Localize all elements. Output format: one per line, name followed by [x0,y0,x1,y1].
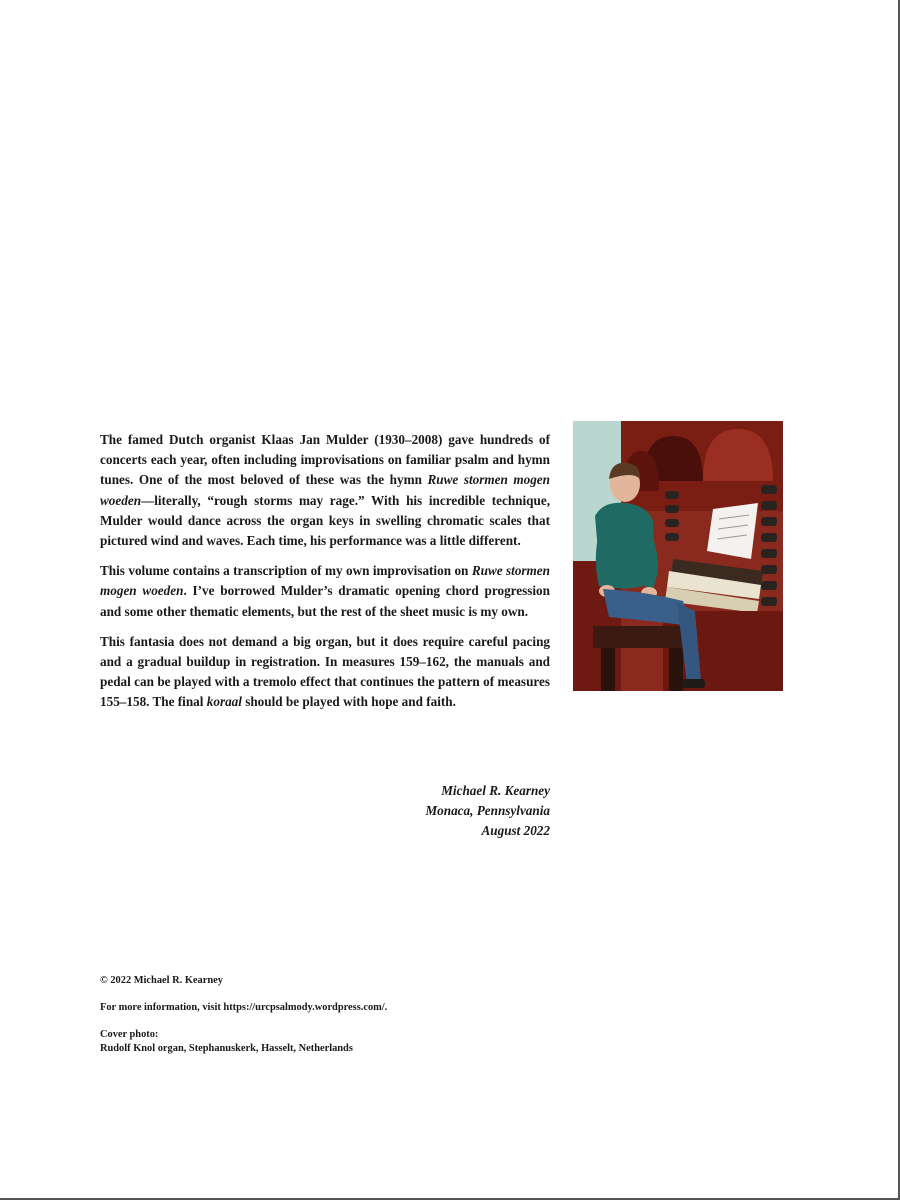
paragraph-3 [100,632,550,713]
text-run: This volume contains a transcription of my own improvisation on [100,563,472,579]
author-name: Michael R. Kearney [441,783,550,798]
signature-block [300,781,550,842]
text-run: . I’ve borrowed Mulder’s dramatic opening chord progression and some other thematic elements, but the rest of the sheet music is my own. [100,583,550,619]
cover-photo-label: Cover photo: [100,1029,159,1040]
author-place: Monaca, Pennsylvania [425,803,550,819]
text-run: The famed Dutch organist Klaas Jan Mulder (1930–2008) gave hundreds of concerts each year, often including improvisations on familiar psalm and hymn tunes. One of the most beloved of these was the hymn [100,432,550,488]
text-run: This fantasia does not demand a big organ, but it does require careful pacing and a gradual buildup in registration. In measures 159–162, the manuals and pedal can be played with a tremolo effect that continues the pattern of measures 155–158. The final [100,633,550,710]
italic-title-run: koraal [206,694,242,710]
italic-title-run: Ruwe stormen mogen woeden [100,563,550,599]
organist-photo [573,421,783,691]
more-info-link: For more information, visit https://urcpsalmody.wordpress.com/. [100,1002,388,1013]
author-date: August 2022 [481,823,550,839]
introduction-text [100,430,550,723]
cover-photo-description: Rudolf Knol organ, Stephanuskerk, Hasselt, Netherlands [100,1043,353,1054]
text-run: —literally, “rough storms may rage.” With his incredible technique, Mulder would dance across the organ keys in swelling chromatic scales that pictured wind and waves. Each time, his performance was a little different. [100,492,550,549]
copyright-notice: © 2022 Michael R. Kearney [100,975,223,986]
colophon [100,974,600,1056]
italic-title-run: Ruwe stormen mogen woeden [100,472,550,508]
text-run: should be played with hope and faith. [241,694,456,710]
paragraph-1 [100,430,550,551]
paragraph-2 [100,561,550,622]
